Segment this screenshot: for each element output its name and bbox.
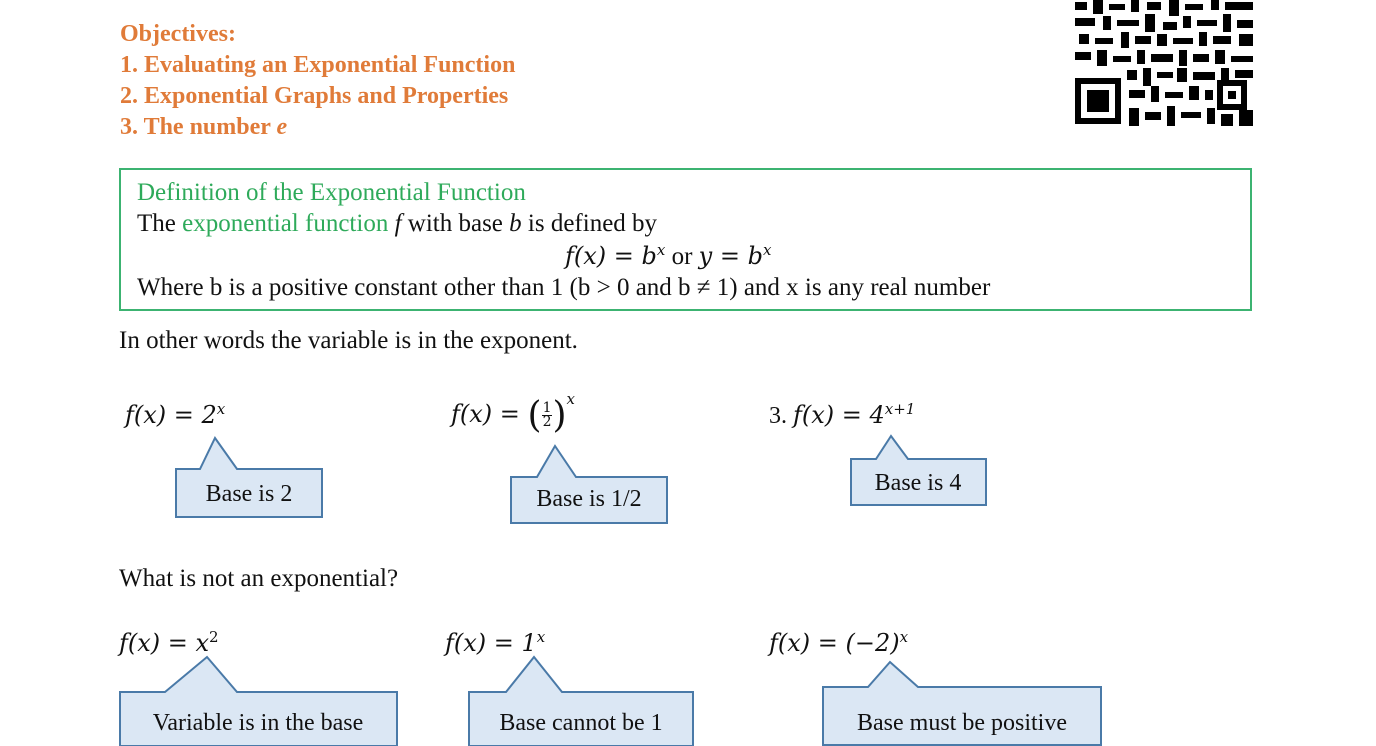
objectives-heading: Objectives: (120, 21, 236, 47)
objective-2: 2. Exponential Graphs and Properties (120, 83, 509, 109)
non-example-1-formula: $f(x) = x^2$ (119, 628, 219, 657)
definition-title: Definition of the Exponential Function (137, 179, 526, 206)
qr-code-icon (1073, 0, 1257, 128)
definition-line-1: The exponential function f with base b is defined by (137, 210, 658, 237)
objective-3: 3. The number e (120, 114, 288, 140)
objective-1: 1. Evaluating an Exponential Function (120, 52, 516, 78)
example-3-formula: 3. $f(x) = 4^{x+1}$ (769, 400, 916, 429)
definition-formula: $f(x) = b^x$ or $y = b^x$ (565, 241, 772, 270)
definition-line-3: Where b is a positive constant other than 1 (b > 0 and b ≠ 1) and x is any real number (137, 274, 991, 301)
question-text: What is not an exponential? (119, 565, 399, 592)
example-1-formula: $f(x) = 2^x$ (125, 400, 226, 429)
non-example-3-formula: $f(x) = (-2)^x$ (769, 628, 909, 657)
example-2-formula: f(x) = ( $\frac{1}{2}$ )$^x$ (451, 390, 575, 436)
definition-term: exponential function (182, 210, 389, 237)
intro-text: In other words the variable is in the exponent. (119, 327, 578, 354)
non-example-2-formula: $f(x) = 1^x$ (445, 628, 546, 657)
